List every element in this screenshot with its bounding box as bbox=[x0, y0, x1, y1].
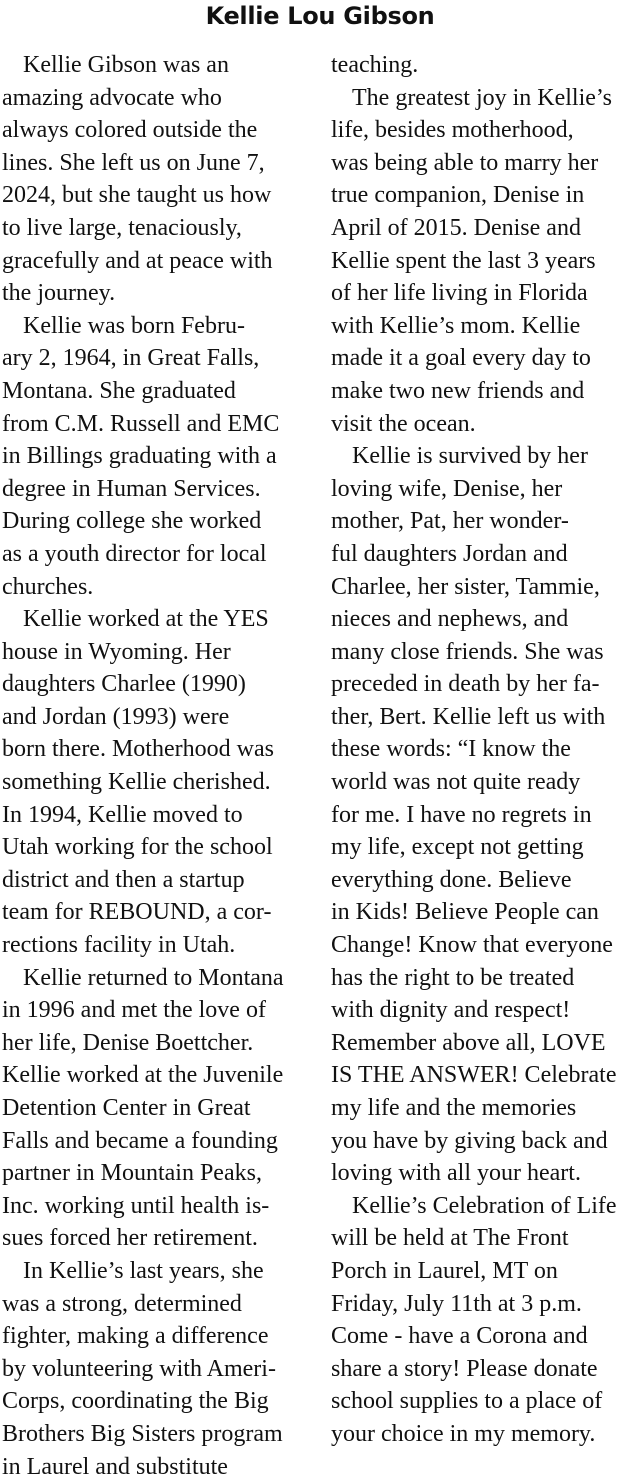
text-line: Montana. She graduated bbox=[2, 377, 236, 404]
text-line: Change! Know that everyone bbox=[331, 932, 613, 959]
text-line: these words: “I know the bbox=[331, 736, 571, 763]
text-line: as a youth director for local bbox=[2, 540, 267, 567]
text-line: to live large, tenaciously, bbox=[2, 214, 242, 241]
text-line: life, besides motherhood, bbox=[331, 117, 574, 144]
text-line: Kellie’s Celebration of Life bbox=[352, 1192, 617, 1219]
right-text-column bbox=[331, 49, 640, 1451]
text-line: Kellie worked at the Juvenile bbox=[2, 1062, 284, 1089]
text-line: April of 2015. Denise and bbox=[331, 214, 581, 241]
text-line: with Kellie’s mom. Kellie bbox=[331, 312, 581, 339]
text-line: ther, Bert. Kellie left us with bbox=[331, 703, 606, 730]
text-line: During college she worked bbox=[2, 508, 262, 535]
text-line: daughters Charlee (1990) bbox=[2, 671, 246, 698]
text-line: gracefully and at peace with bbox=[2, 247, 273, 274]
text-line: for me. I have no regrets in bbox=[331, 801, 592, 828]
text-line: from C.M. Russell and EMC bbox=[2, 410, 280, 437]
text-line: Kellie returned to Montana bbox=[23, 964, 284, 991]
text-line: district and then a startup bbox=[2, 866, 245, 893]
text-line: Come - have a Corona and bbox=[331, 1323, 588, 1350]
text-line: lines. She left us on June 7, bbox=[2, 149, 265, 176]
text-line: was being able to marry her bbox=[331, 149, 599, 176]
text-line: visit the ocean. bbox=[331, 410, 476, 437]
text-line: my life and the memories bbox=[331, 1095, 577, 1121]
text-line: Corps, coordinating the Big bbox=[2, 1388, 269, 1415]
text-line: nieces and nephews, and bbox=[331, 606, 569, 633]
text-line: IS THE ANSWER! Celebrate bbox=[331, 1062, 617, 1089]
text-line: in Billings graduating with a bbox=[2, 443, 277, 470]
text-line: your choice in my memory. bbox=[331, 1420, 596, 1447]
text-line: born there. Motherhood was bbox=[2, 736, 274, 763]
text-line: true companion, Denise in bbox=[331, 182, 585, 209]
text-line: Remember above all, LOVE bbox=[331, 1029, 606, 1056]
text-line: mother, Pat, her wonder- bbox=[331, 508, 569, 535]
text-line: ful daughters Jordan and bbox=[331, 540, 568, 567]
text-line: make two new friends and bbox=[331, 377, 585, 404]
text-line: in Laurel and substitute bbox=[2, 1453, 228, 1480]
text-line: In Kellie’s last years, she bbox=[23, 1257, 264, 1284]
text-line: of her life living in Florida bbox=[331, 280, 588, 307]
text-line: in Kids! Believe People can bbox=[331, 899, 599, 926]
text-line: preceded in death by her fa- bbox=[331, 671, 600, 698]
text-line: teaching. bbox=[331, 52, 419, 78]
text-line: sues forced her retirement. bbox=[2, 1225, 258, 1252]
text-line: will be held at The Front bbox=[331, 1225, 569, 1252]
text-line: in 1996 and met the love of bbox=[2, 997, 266, 1024]
text-line: and Jordan (1993) were bbox=[2, 703, 230, 730]
text-line: Utah working for the school bbox=[2, 834, 273, 861]
text-line: Porch in Laurel, MT on bbox=[331, 1257, 558, 1284]
text-line: her life, Denise Boettcher. bbox=[2, 1029, 254, 1056]
text-line: Inc. working until health is- bbox=[2, 1192, 270, 1219]
text-line: Kellie spent the last 3 years bbox=[331, 247, 596, 274]
text-line: something Kellie cherished. bbox=[2, 769, 271, 796]
text-line: churches. bbox=[2, 573, 94, 600]
text-line: Kellie is survived by her bbox=[352, 443, 588, 470]
text-line: fighter, making a difference bbox=[2, 1323, 269, 1350]
text-line: In 1994, Kellie moved to bbox=[2, 801, 243, 828]
text-line: Brothers Big Sisters program bbox=[2, 1420, 283, 1447]
text-line: the journey. bbox=[2, 280, 116, 307]
text-line: Kellie was born Febru- bbox=[23, 312, 245, 339]
text-line: world was not quite ready bbox=[331, 769, 581, 796]
text-line: rections facility in Utah. bbox=[2, 932, 236, 959]
text-line: Friday, July 11th at 3 p.m. bbox=[331, 1290, 582, 1317]
text-line: loving wife, Denise, her bbox=[331, 475, 563, 502]
text-line: always colored outside the bbox=[2, 117, 258, 144]
text-line: by volunteering with Ameri- bbox=[2, 1355, 276, 1382]
text-line: Charlee, her sister, Tammie, bbox=[331, 573, 600, 600]
text-line: The greatest joy in Kellie’s bbox=[352, 84, 612, 111]
text-line: Falls and became a founding bbox=[2, 1127, 278, 1154]
text-line: many close friends. She was bbox=[331, 638, 604, 665]
text-line: Kellie Gibson was an bbox=[23, 52, 229, 78]
text-line: team for REBOUND, a cor- bbox=[2, 899, 272, 926]
text-line: ary 2, 1964, in Great Falls, bbox=[2, 345, 260, 372]
text-line: loving with all your heart. bbox=[331, 1160, 581, 1187]
text-line: you have by giving back and bbox=[331, 1127, 608, 1154]
text-line: has the right to be treated bbox=[331, 964, 575, 991]
left-text-column bbox=[2, 49, 320, 1483]
obituary-title: Kellie Lou Gibson bbox=[205, 2, 435, 30]
text-line: with dignity and respect! bbox=[331, 997, 571, 1024]
text-line: partner in Mountain Peaks, bbox=[2, 1160, 262, 1187]
text-line: degree in Human Services. bbox=[2, 475, 261, 502]
text-line: was a strong, determined bbox=[2, 1290, 242, 1317]
text-line: share a story! Please donate bbox=[331, 1355, 598, 1382]
text-line: Kellie worked at the YES bbox=[23, 606, 269, 633]
text-line: Detention Center in Great bbox=[2, 1095, 251, 1121]
text-line: amazing advocate who bbox=[2, 84, 222, 111]
text-line: my life, except not getting bbox=[331, 834, 584, 861]
text-line: school supplies to a place of bbox=[331, 1388, 603, 1415]
text-line: house in Wyoming. Her bbox=[2, 638, 231, 665]
text-line: everything done. Believe bbox=[331, 866, 572, 893]
text-line: made it a goal every day to bbox=[331, 345, 591, 372]
text-line: 2024, but she taught us how bbox=[2, 182, 272, 209]
